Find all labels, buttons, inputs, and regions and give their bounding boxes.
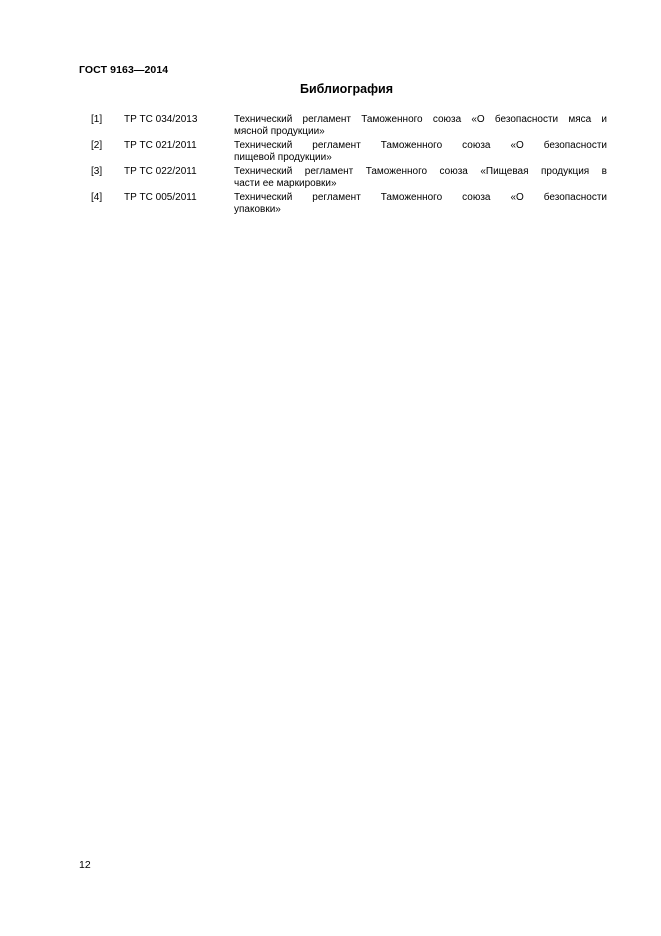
entry-title [234, 166, 607, 190]
entry-title [234, 140, 607, 164]
entry-title [234, 114, 607, 138]
entry-number: [4] [91, 192, 103, 203]
bibliography-entry [91, 166, 611, 190]
entry-title-line: мясной продукции» [234, 126, 325, 137]
bibliography-entry [91, 114, 611, 138]
entry-number: [3] [91, 166, 103, 177]
entry-title-line: Технический регламент Таможенного союза «Пищевая продукция в [234, 166, 607, 177]
entry-title-line: Технический регламент Таможенного союза «О безопасности [234, 140, 607, 151]
entry-title-line: Технический регламент Таможенного союза «О безопасности мяса и [234, 114, 607, 125]
entry-title-line: части ее маркировки» [234, 178, 337, 189]
entry-number: [2] [91, 140, 103, 151]
entry-code: ТР ТС 005/2011 [124, 192, 197, 203]
entry-code: ТР ТС 021/2011 [124, 140, 197, 151]
bibliography-entry [91, 192, 611, 216]
section-title: Библиография [299, 82, 394, 96]
standard-header: ГОСТ 9163—2014 [79, 64, 169, 76]
entry-code: ТР ТС 022/2011 [124, 166, 197, 177]
bibliography-entry [91, 140, 611, 164]
page-number: 12 [79, 859, 91, 871]
bibliography-list [91, 114, 611, 218]
entry-title-line: упаковки» [234, 204, 281, 215]
entry-title [234, 192, 607, 216]
entry-code: ТР ТС 034/2013 [124, 114, 198, 125]
entry-title-line: пищевой продукции» [234, 152, 332, 163]
entry-title-line: Технический регламент Таможенного союза «О безопасности [234, 192, 607, 203]
entry-number: [1] [91, 114, 103, 125]
